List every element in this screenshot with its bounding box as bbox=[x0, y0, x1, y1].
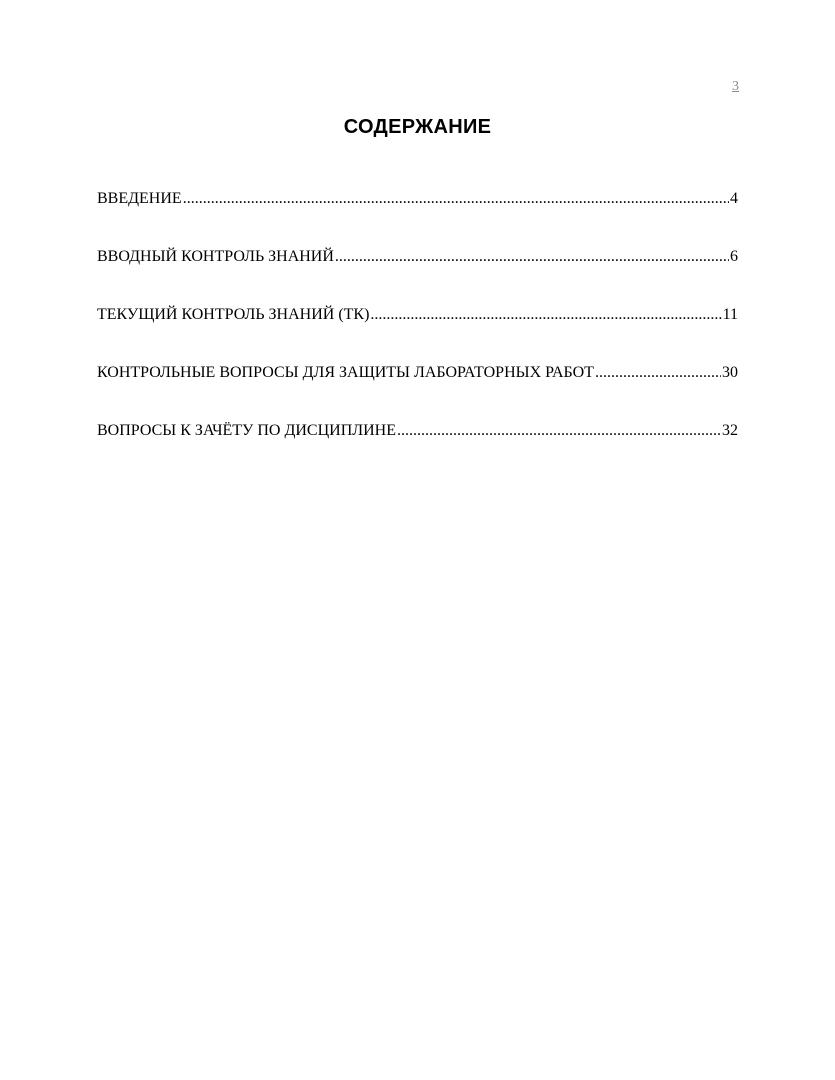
page-number: 3 bbox=[732, 79, 739, 94]
table-of-contents bbox=[97, 187, 738, 477]
toc-entry-page: 6 bbox=[730, 248, 738, 265]
toc-entry-label: КОНТРОЛЬНЫЕ ВОПРОСЫ ДЛЯ ЗАЩИТЫ ЛАБОРАТОРНЫХ РАБОТ bbox=[97, 364, 594, 381]
toc-entry-lab-questions[interactable] bbox=[97, 361, 738, 419]
dot-leader bbox=[397, 419, 721, 443]
toc-entry-page: 4 bbox=[730, 190, 738, 207]
toc-entry-label: ВВОДНЫЙ КОНТРОЛЬ ЗНАНИЙ bbox=[97, 248, 334, 265]
dot-leader bbox=[595, 361, 721, 385]
toc-title: СОДЕРЖАНИЕ bbox=[343, 116, 492, 138]
toc-entry-page: 30 bbox=[722, 364, 738, 381]
dot-leader bbox=[183, 187, 729, 211]
toc-entry-label: ТЕКУЩИЙ КОНТРОЛЬ ЗНАНИЙ (ТК) bbox=[97, 306, 370, 323]
toc-entry-label: ВОПРОСЫ К ЗАЧЁТУ ПО ДИСЦИПЛИНЕ bbox=[97, 422, 396, 439]
dot-leader bbox=[370, 303, 721, 327]
toc-entry-exam-questions[interactable] bbox=[97, 419, 738, 477]
toc-entry-page: 32 bbox=[722, 422, 738, 439]
toc-entry-introduction[interactable] bbox=[97, 187, 738, 245]
toc-entry-label: ВВЕДЕНИЕ bbox=[97, 190, 182, 207]
toc-entry-current-control[interactable] bbox=[97, 303, 738, 361]
dot-leader bbox=[335, 245, 729, 269]
toc-entry-entry-control[interactable] bbox=[97, 245, 738, 303]
toc-entry-page: 11 bbox=[722, 306, 738, 323]
